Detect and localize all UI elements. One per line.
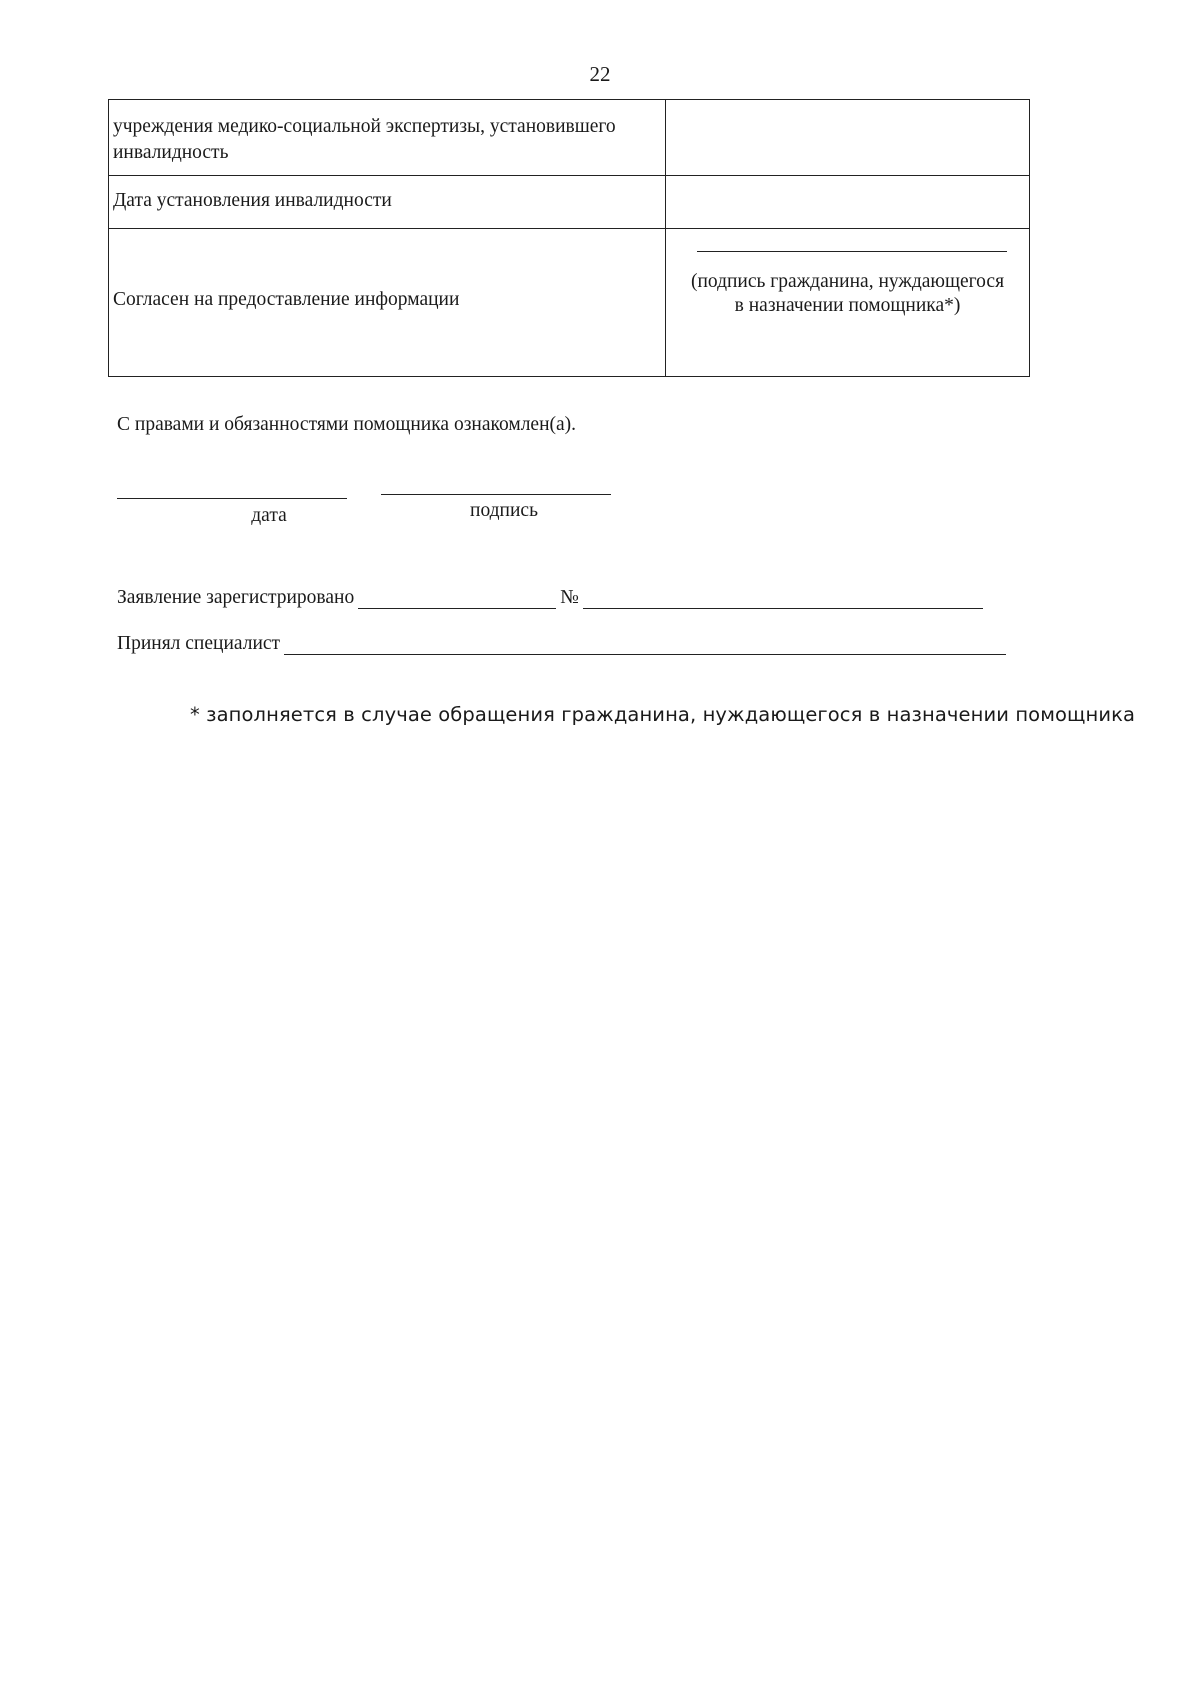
table-row xyxy=(109,175,1029,228)
registration-date-field[interactable] xyxy=(358,588,556,609)
signature-label: подпись xyxy=(470,500,538,521)
table-row xyxy=(109,100,1029,175)
date-label: дата xyxy=(251,505,287,526)
mse-institution-value[interactable] xyxy=(666,100,1029,175)
table-row xyxy=(109,228,1029,376)
disability-date-label: Дата установления инвалидности xyxy=(109,176,666,228)
footnote: * заполняется в случае обращения гражданина, нуждающегося в назначении помощника xyxy=(190,703,1136,726)
signature-line[interactable] xyxy=(381,494,611,495)
number-sign: № xyxy=(560,587,579,608)
application-table xyxy=(108,99,1030,377)
acquainted-statement: С правами и обязанностями помощника ознакомлен(а). xyxy=(117,414,577,435)
page-number: 22 xyxy=(589,62,611,86)
consent-label: Согласен на предоставление информации xyxy=(109,229,666,376)
accepted-label: Принял специалист xyxy=(117,633,281,654)
registration-row xyxy=(117,587,987,609)
specialist-field[interactable] xyxy=(284,634,1006,655)
registration-number-field[interactable] xyxy=(583,588,983,609)
disability-date-value[interactable] xyxy=(666,176,1029,228)
msе-institution-label: учреждения медико-социальной экспертизы, установившего инвалидность xyxy=(109,100,666,175)
consent-signature-line[interactable] xyxy=(697,251,1007,252)
consent-signature-cell[interactable] xyxy=(666,229,1029,376)
consent-signature-caption: (подпись гражданина, нуждающегося в назначении помощника*) xyxy=(690,271,1005,316)
registration-label: Заявление зарегистрировано xyxy=(117,587,355,608)
accepted-row xyxy=(117,633,1010,655)
date-line[interactable] xyxy=(117,498,347,499)
